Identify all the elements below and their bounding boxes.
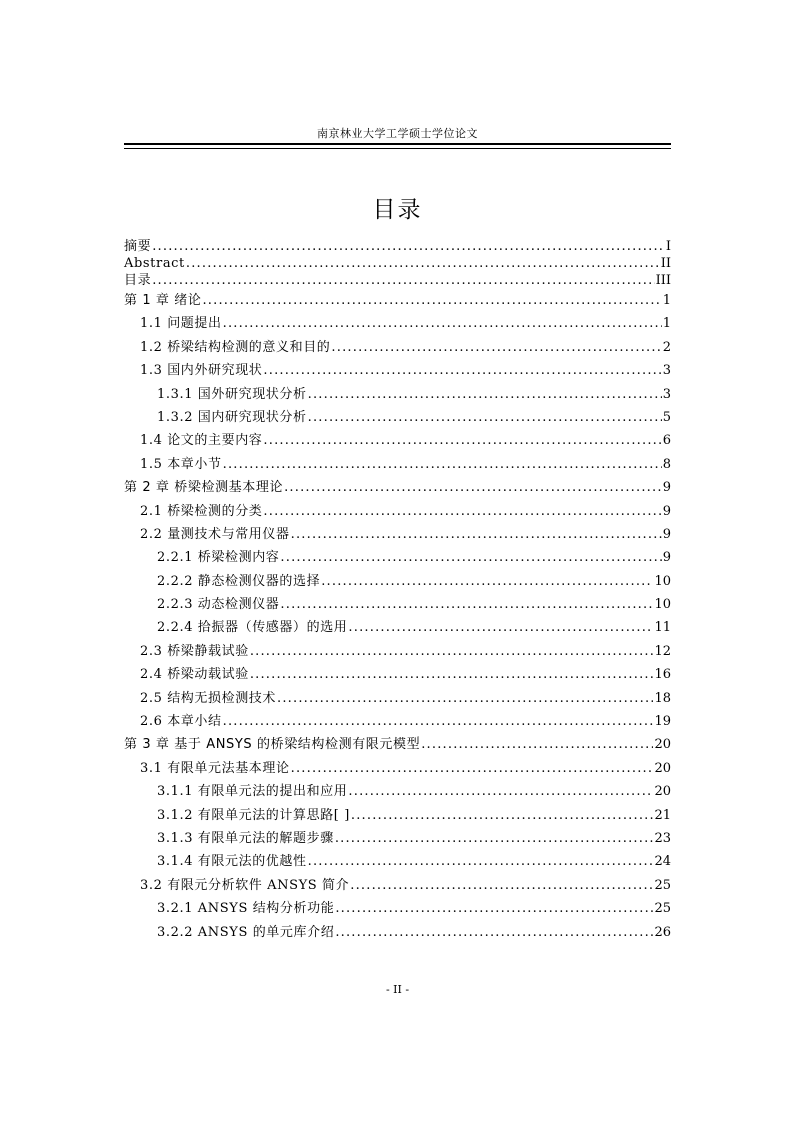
toc-entry-page: 12 — [654, 643, 671, 659]
toc-entry-page: 1 — [662, 293, 671, 308]
toc-entry-label: 1.5 本章小节 — [140, 456, 222, 472]
toc-entry-label: 2.5 结构无损检测技术 — [140, 690, 277, 706]
toc-entry[interactable] — [124, 804, 671, 827]
toc-entry-label: 2.2.1 桥梁检测内容 — [157, 550, 280, 566]
toc-entry-page: 3 — [662, 363, 671, 379]
toc-entry-page: 16 — [654, 667, 671, 683]
toc-entry[interactable] — [124, 406, 671, 429]
toc-leader-dots — [348, 616, 653, 639]
toc-entry-label: 3.1.3 有限单元法的解题步骤 — [157, 830, 334, 846]
toc-entry[interactable] — [124, 359, 671, 382]
toc-entry[interactable] — [124, 827, 671, 850]
table-of-contents — [124, 238, 671, 944]
toc-entry[interactable] — [124, 289, 671, 312]
toc-leader-dots — [186, 255, 660, 272]
toc-entry-label: 1.3.1 国外研究现状分析 — [157, 386, 307, 402]
toc-leader-dots — [223, 312, 662, 335]
toc-entry-page: 24 — [654, 854, 671, 870]
page-title: 目录 — [372, 197, 423, 223]
toc-entry[interactable] — [124, 238, 671, 255]
toc-entry[interactable] — [124, 312, 671, 335]
toc-entry-page: 5 — [662, 409, 671, 425]
toc-entry-page: 25 — [654, 877, 671, 893]
toc-entry-label: 2.2 量测技术与常用仪器 — [140, 526, 290, 542]
toc-entry[interactable] — [124, 593, 671, 616]
toc-leader-dots — [291, 757, 654, 780]
toc-entry-label: 第 2 章 桥梁检测基本理论 — [124, 480, 284, 496]
toc-leader-dots — [284, 476, 662, 499]
toc-entry-label: 摘要 — [124, 239, 152, 254]
toc-entry-label: 3.2 有限元分析软件 ANSYS 简介 — [140, 877, 350, 893]
toc-entry[interactable] — [124, 255, 671, 272]
toc-entry[interactable] — [124, 687, 671, 710]
toc-entry[interactable] — [124, 733, 671, 756]
toc-entry[interactable] — [124, 383, 671, 406]
toc-leader-dots — [335, 921, 653, 944]
toc-leader-dots — [350, 874, 653, 897]
toc-entry-page: I — [665, 239, 671, 254]
toc-entry-label: 3.1.4 有限元法的优越性 — [157, 854, 307, 870]
toc-entry-page: 8 — [662, 456, 671, 472]
toc-entry[interactable] — [124, 897, 671, 920]
running-header: 南京林业大学工学硕士学位论文 — [317, 127, 478, 140]
toc-leader-dots — [308, 850, 654, 873]
toc-entry-page: 20 — [654, 784, 671, 800]
toc-entry-label: 3.1 有限单元法基本理论 — [140, 760, 290, 776]
toc-entry[interactable] — [124, 546, 671, 569]
toc-entry-page: 19 — [654, 714, 671, 730]
toc-leader-dots — [331, 336, 661, 359]
toc-entry-label: 1.2 桥梁结构检测的意义和目的 — [140, 339, 331, 355]
toc-entry-label: 1.4 论文的主要内容 — [140, 433, 263, 449]
toc-entry-label: 1.3 国内外研究现状 — [140, 363, 263, 379]
toc-entry[interactable] — [124, 616, 671, 639]
toc-entry-page: II — [660, 256, 671, 271]
header-rule-thick — [124, 143, 671, 145]
toc-entry-page: 9 — [662, 480, 671, 496]
toc-entry-page: 2 — [662, 339, 671, 355]
toc-entry-page: 9 — [662, 503, 671, 519]
toc-entry[interactable] — [124, 476, 671, 499]
toc-entry[interactable] — [124, 663, 671, 686]
toc-entry-page: 10 — [654, 597, 671, 613]
toc-entry-label: 2.4 桥梁动载试验 — [140, 667, 249, 683]
toc-entry-label: 目录 — [124, 273, 152, 288]
toc-leader-dots — [280, 546, 661, 569]
toc-entry-page: 18 — [654, 690, 671, 706]
toc-entry[interactable] — [124, 921, 671, 944]
toc-entry[interactable] — [124, 336, 671, 359]
toc-entry[interactable] — [124, 453, 671, 476]
toc-entry-label: 2.2.3 动态检测仪器 — [157, 597, 280, 613]
toc-entry-label: 1.1 问题提出 — [140, 316, 222, 332]
toc-entry-label: 2.6 本章小结 — [140, 714, 222, 730]
toc-leader-dots — [280, 593, 653, 616]
toc-leader-dots — [263, 500, 661, 523]
toc-entry-page: 21 — [654, 807, 671, 823]
toc-entry-page: 1 — [662, 316, 671, 332]
toc-entry-page: 20 — [654, 737, 671, 753]
toc-leader-dots — [202, 289, 661, 312]
toc-leader-dots — [152, 272, 654, 289]
toc-entry-label: 2.1 桥梁检测的分类 — [140, 503, 263, 519]
toc-leader-dots — [250, 640, 654, 663]
toc-entry[interactable] — [124, 850, 671, 873]
toc-leader-dots — [263, 359, 661, 382]
toc-leader-dots — [351, 804, 654, 827]
toc-leader-dots — [277, 687, 653, 710]
header-rule-thin — [124, 148, 671, 149]
toc-entry-page: 9 — [662, 550, 671, 566]
toc-leader-dots — [152, 238, 665, 255]
toc-entry-label: 2.2.2 静态检测仪器的选择 — [157, 573, 321, 589]
toc-entry-page: 23 — [654, 830, 671, 846]
toc-leader-dots — [335, 897, 653, 920]
toc-entry[interactable] — [124, 757, 671, 780]
toc-entry-label: 3.2.2 ANSYS 的单元库介绍 — [157, 924, 335, 940]
toc-leader-dots — [263, 429, 661, 452]
toc-entry[interactable] — [124, 874, 671, 897]
toc-leader-dots — [250, 663, 654, 686]
toc-leader-dots — [308, 383, 662, 406]
toc-leader-dots — [335, 827, 654, 850]
toc-leader-dots — [421, 733, 653, 756]
toc-entry-label: 1.3.2 国内研究现状分析 — [157, 409, 307, 425]
toc-entry-label: 第 1 章 绪论 — [124, 293, 202, 308]
toc-entry[interactable] — [124, 500, 671, 523]
toc-entry-page: 10 — [654, 573, 671, 589]
page-number-footer: - II - — [385, 983, 410, 996]
toc-leader-dots — [291, 523, 662, 546]
toc-entry-label: 2.3 桥梁静载试验 — [140, 643, 249, 659]
toc-leader-dots — [223, 710, 654, 733]
toc-entry[interactable] — [124, 429, 671, 452]
toc-entry-label: 第 3 章 基于 ANSYS 的桥梁结构检测有限元模型 — [124, 737, 421, 753]
toc-entry[interactable] — [124, 640, 671, 663]
toc-entry[interactable] — [124, 710, 671, 733]
toc-leader-dots — [348, 780, 653, 803]
toc-entry-page: 3 — [662, 386, 671, 402]
toc-entry-page: III — [655, 273, 671, 288]
toc-entry-label: 3.1.1 有限单元法的提出和应用 — [157, 784, 348, 800]
toc-leader-dots — [223, 453, 662, 476]
toc-entry-page: 20 — [654, 760, 671, 776]
toc-entry-label: 3.1.2 有限单元法的计算思路[ ] — [157, 807, 350, 823]
toc-leader-dots — [321, 570, 653, 593]
toc-leader-dots — [308, 406, 662, 429]
toc-entry[interactable] — [124, 523, 671, 546]
toc-entry[interactable] — [124, 780, 671, 803]
toc-entry-page: 11 — [654, 620, 671, 636]
toc-entry-page: 6 — [662, 433, 671, 449]
toc-entry-label: 3.2.1 ANSYS 结构分析功能 — [157, 901, 335, 917]
toc-entry-page: 26 — [654, 924, 671, 940]
toc-entry-label: 2.2.4 拾振器（传感器）的选用 — [157, 620, 348, 636]
toc-entry[interactable] — [124, 272, 671, 289]
toc-entry-page: 25 — [654, 901, 671, 917]
toc-entry[interactable] — [124, 570, 671, 593]
toc-entry-page: 9 — [662, 526, 671, 542]
toc-entry-label: Abstract — [124, 256, 185, 271]
